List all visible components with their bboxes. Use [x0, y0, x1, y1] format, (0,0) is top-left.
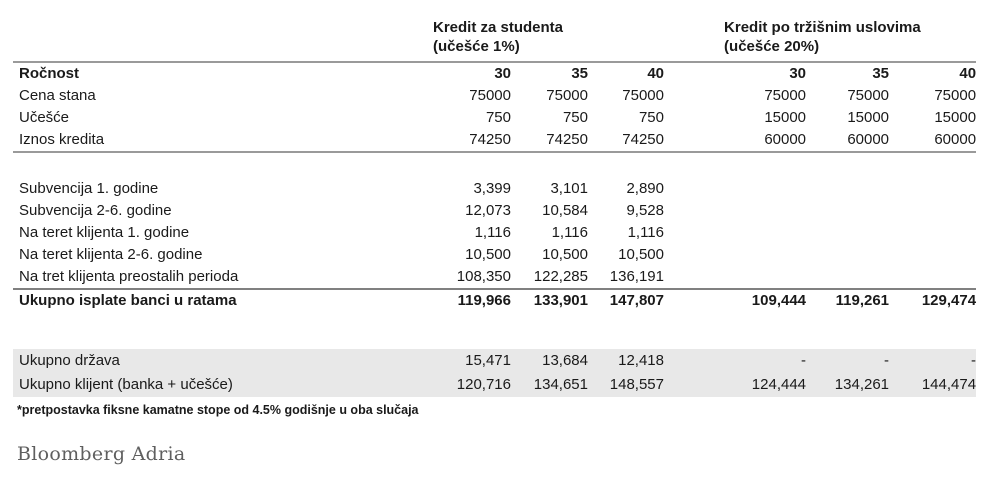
cell-value: 35 [571, 65, 588, 82]
group-header-row [13, 18, 976, 62]
cell-value [889, 244, 976, 266]
cell-value [806, 222, 889, 244]
cell-value: 3,101 [550, 180, 588, 197]
cell-value: - [806, 349, 889, 373]
cell-value: 750 [485, 109, 511, 126]
cell-value: 109,444 [751, 292, 807, 309]
cell-value [724, 222, 806, 244]
row-label: Subvencija 1. godine [19, 180, 159, 197]
cell-value: 35 [872, 65, 890, 82]
table-row [13, 85, 976, 107]
table-row [13, 107, 976, 129]
cell-value [806, 200, 889, 222]
group-gap-cell [664, 85, 724, 107]
group1-subtitle: (učešće 1%) [433, 38, 520, 55]
cell-value: 10,500 [618, 246, 664, 263]
cell-value: 10,500 [465, 246, 511, 263]
cell-value: 60000 [889, 129, 976, 152]
cell-value [889, 200, 976, 222]
table-spacer-row [13, 312, 976, 349]
group-gap-cell [664, 289, 724, 312]
cell-value: 10,584 [542, 202, 588, 219]
cell-value [724, 200, 806, 222]
cell-value: 2,890 [626, 180, 664, 197]
cell-value: 12,418 [588, 349, 664, 373]
table-row [13, 129, 976, 152]
cell-value: 60000 [724, 129, 806, 152]
cell-value: 15,471 [433, 349, 511, 373]
table-row [13, 222, 976, 244]
cell-value: 134,261 [806, 373, 889, 397]
row-label: Ukupno klijent (banka + učešće) [13, 373, 433, 397]
group-gap-cell [664, 222, 724, 244]
cell-value: - [724, 349, 806, 373]
cell-value: 108,350 [433, 266, 511, 289]
group-gap-cell [664, 178, 724, 200]
cell-value: 10,500 [542, 246, 588, 263]
group-gap-cell [664, 129, 724, 152]
cell-value: 750 [638, 109, 664, 126]
cell-value [806, 178, 889, 200]
table-row [13, 244, 976, 266]
group2-subtitle: (učešće 20%) [724, 38, 820, 55]
group-gap-cell [664, 349, 724, 373]
cell-value [724, 266, 806, 289]
group-gap-cell [664, 266, 724, 289]
group1-title: Kredit za studenta [433, 19, 564, 36]
row-label: Iznos kredita [13, 129, 433, 152]
cell-value [724, 244, 806, 266]
row-label: Ukupno država [13, 349, 433, 373]
row-label: Na teret klijenta 2-6. godine [19, 246, 203, 263]
cell-value: 30 [789, 65, 807, 82]
cell-value: 60000 [806, 129, 889, 152]
cell-value: 15000 [764, 109, 807, 126]
cell-value [889, 266, 976, 289]
cell-value [889, 178, 976, 200]
cell-value: 119,261 [835, 292, 890, 309]
cell-value [889, 222, 976, 244]
table-spacer-row [13, 152, 976, 178]
group-gap-cell [664, 107, 724, 129]
loan-comparison-table [13, 18, 976, 397]
group-gap-cell [664, 200, 724, 222]
source-credit: Bloomberg Adria [17, 443, 186, 465]
cell-value: 75000 [934, 87, 977, 104]
cell-value: 40 [647, 65, 664, 82]
cell-value: - [889, 349, 976, 373]
row-label: Cena stana [19, 87, 96, 104]
row-label: Subvencija 2-6. godine [19, 202, 172, 219]
cell-value: 75000 [622, 87, 664, 104]
group2-header-cell [724, 18, 976, 62]
cell-value: 9,528 [626, 202, 664, 219]
cell-value: 15000 [847, 109, 890, 126]
cell-value: 124,444 [724, 373, 806, 397]
cell-value: 1,116 [474, 224, 511, 241]
row-label: Učešće [19, 109, 70, 126]
cell-value: 30 [494, 65, 511, 82]
cell-value: 75000 [847, 87, 890, 104]
cell-value: 122,285 [511, 266, 588, 289]
table-row [13, 289, 976, 312]
table-row [13, 373, 976, 397]
cell-value: 750 [562, 109, 588, 126]
cell-value: 120,716 [433, 373, 511, 397]
group-gap-cell [664, 244, 724, 266]
table-row [13, 178, 976, 200]
footnote: *pretpostavka fiksne kamatne stope od 4.5% godišnje u oba slučaja [17, 403, 419, 417]
table-row [13, 62, 976, 85]
table-body [13, 18, 976, 397]
cell-value: 133,901 [533, 292, 588, 309]
cell-value [806, 266, 889, 289]
row-label: Ukupno isplate banci u ratama [19, 292, 237, 309]
row-label: Ročnost [19, 65, 79, 82]
spacer-cell [13, 312, 976, 349]
group2-title: Kredit po tržišnim uslovima [724, 19, 921, 36]
cell-value: 74250 [433, 129, 511, 152]
table-row [13, 349, 976, 373]
cell-value: 1,116 [627, 224, 664, 241]
row-label: Na tret klijenta preostalih perioda [13, 266, 433, 289]
group-gap-cell [664, 373, 724, 397]
cell-value [724, 178, 806, 200]
cell-value: 119,966 [457, 292, 511, 309]
group-gap-cell [664, 62, 724, 85]
cell-value: 136,191 [588, 266, 664, 289]
cell-value: 75000 [764, 87, 807, 104]
table-row [13, 200, 976, 222]
cell-value: 147,807 [609, 292, 664, 309]
cell-value: 40 [959, 65, 977, 82]
cell-value: 134,651 [511, 373, 588, 397]
cell-value: 3,399 [473, 180, 511, 197]
row-label: Na teret klijenta 1. godine [19, 224, 190, 241]
cell-value: 13,684 [511, 349, 588, 373]
group1-header-cell [433, 18, 724, 62]
cell-value: 74250 [511, 129, 588, 152]
cell-value: 148,557 [588, 373, 664, 397]
cell-value: 129,474 [921, 292, 977, 309]
cell-value: 144,474 [889, 373, 976, 397]
cell-value: 12,073 [465, 202, 511, 219]
cell-value: 74250 [588, 129, 664, 152]
cell-value [806, 244, 889, 266]
cell-value: 75000 [469, 87, 511, 104]
table-row [13, 266, 976, 289]
spacer-cell [13, 152, 976, 178]
group-header-empty-cell [13, 18, 433, 62]
cell-value: 75000 [546, 87, 588, 104]
cell-value: 1,116 [551, 224, 588, 241]
cell-value: 15000 [934, 109, 977, 126]
